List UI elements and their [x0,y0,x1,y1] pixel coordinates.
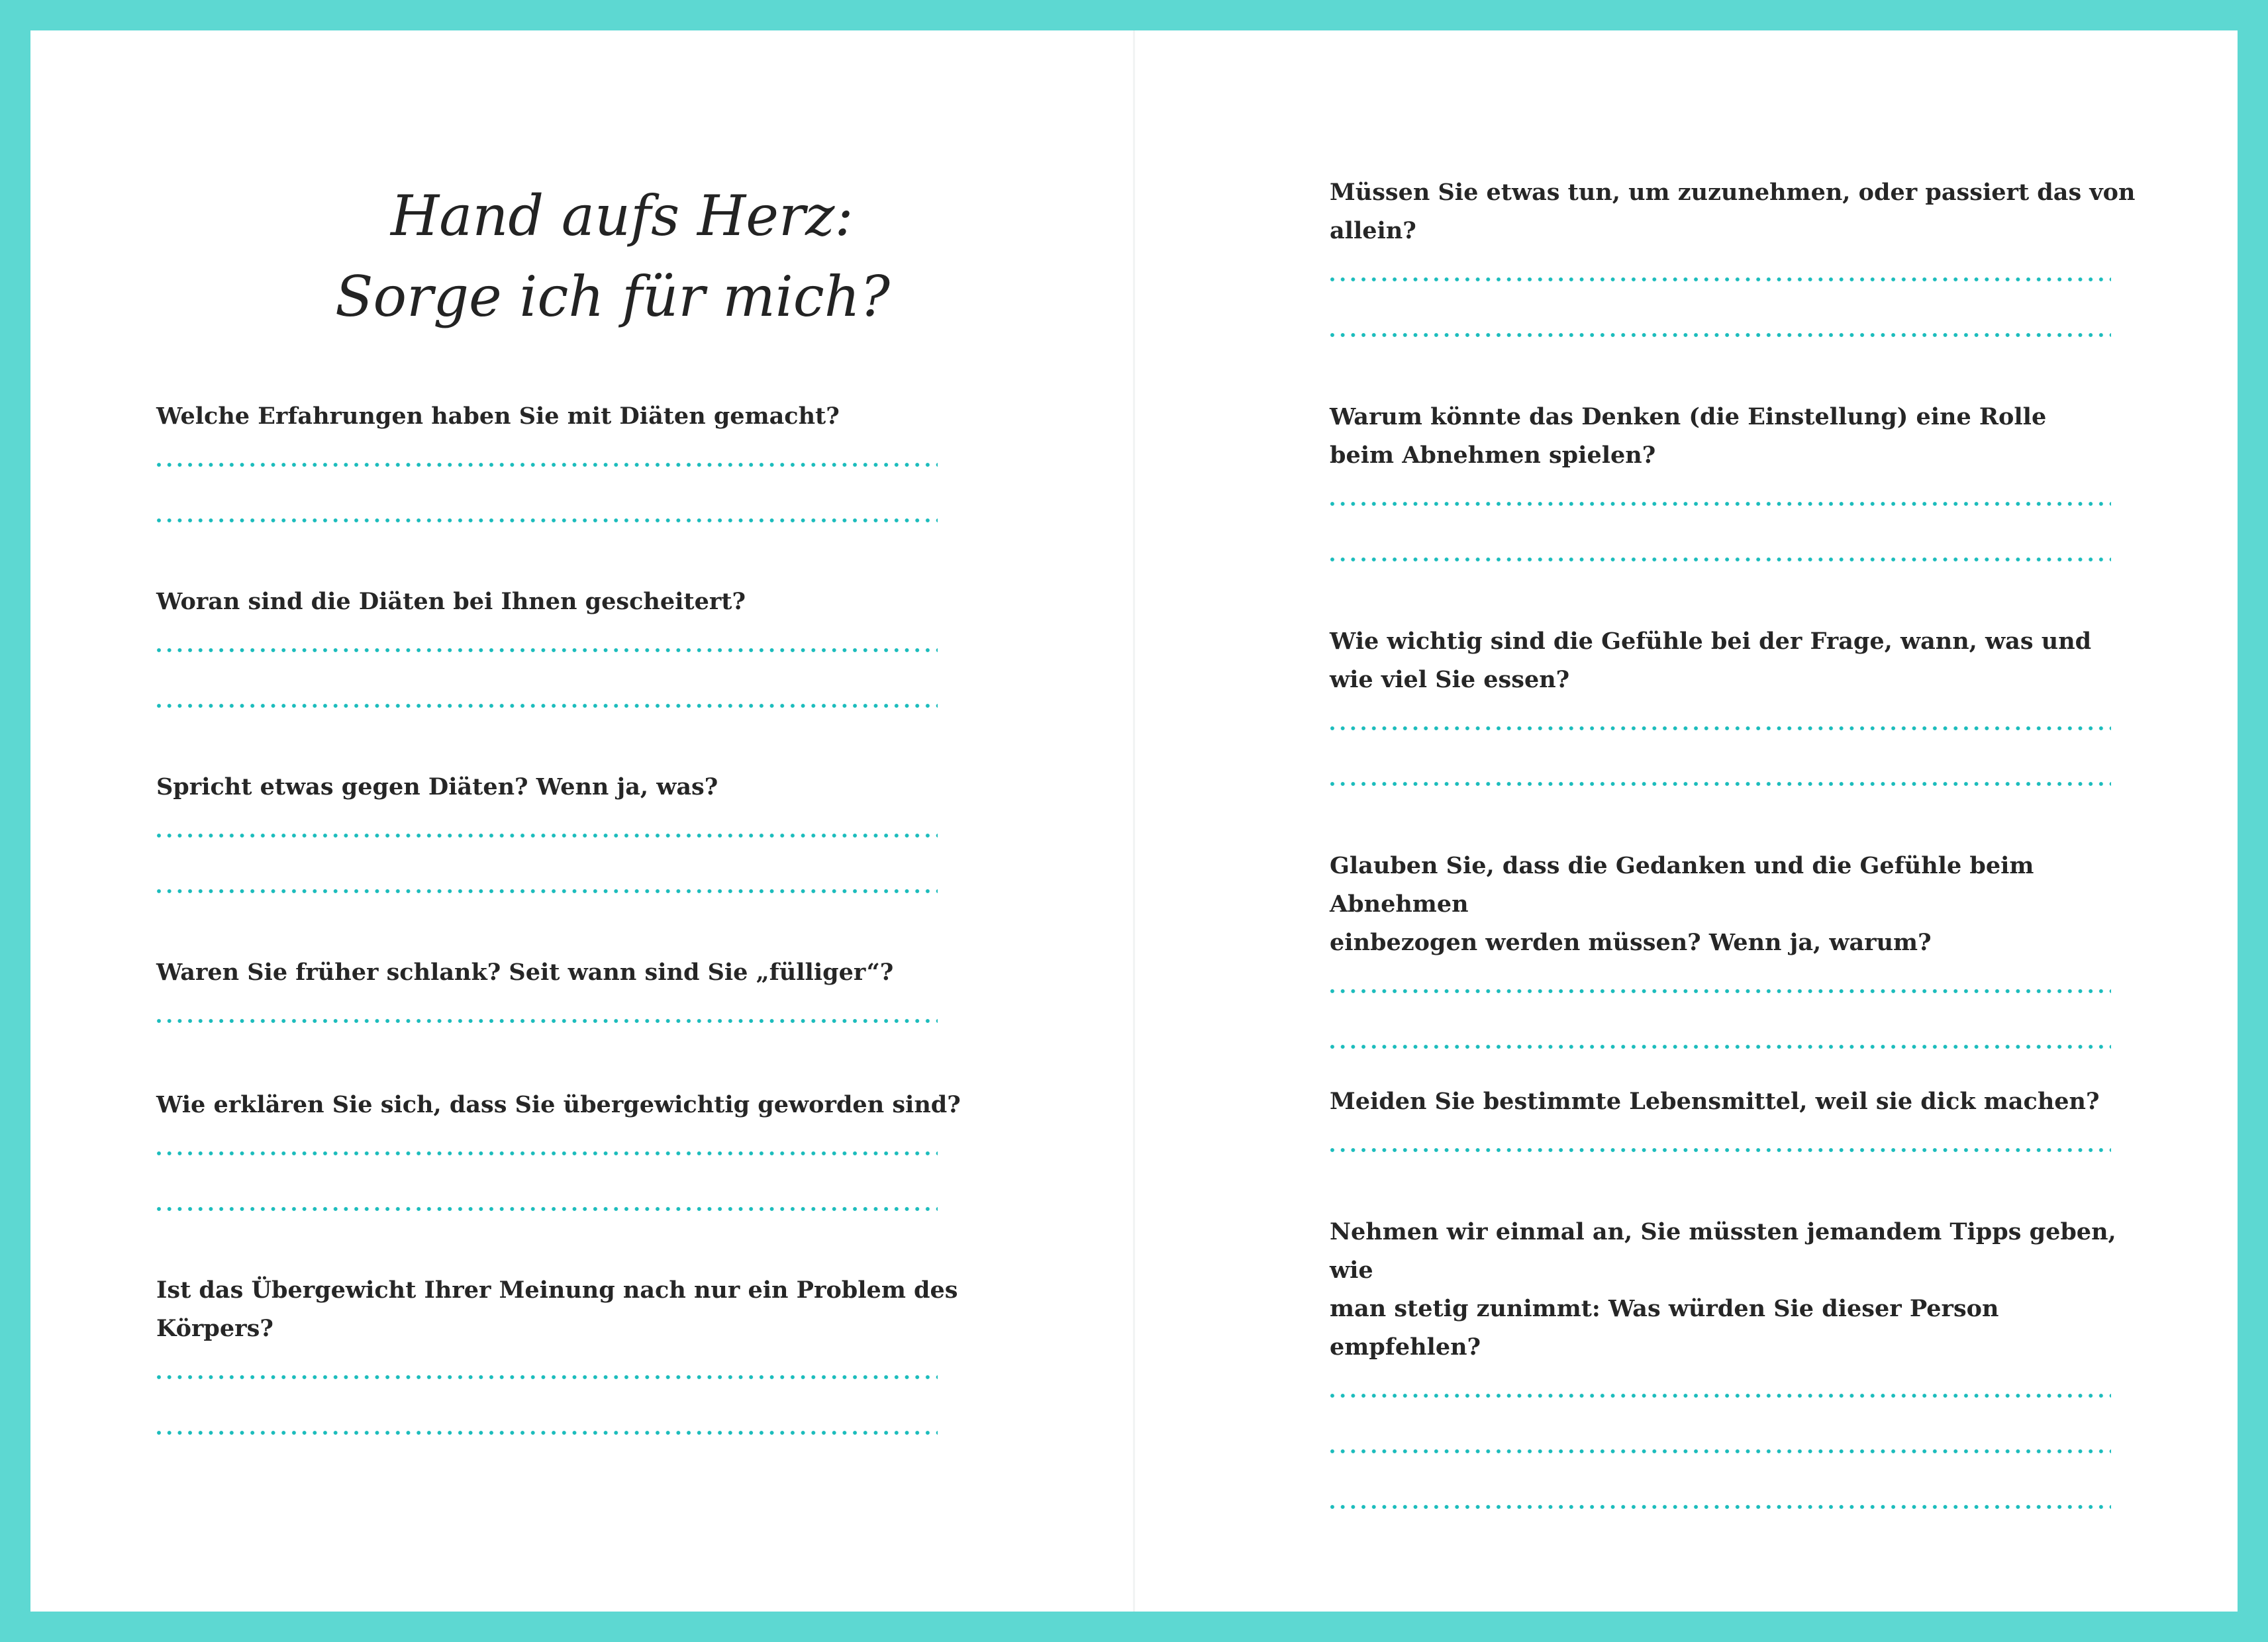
question-text: Wie erklären Sie sich, dass Sie übergewichtig geworden sind? [156,1091,961,1118]
answer-line[interactable] [1330,332,2111,338]
answer-line[interactable] [1330,501,2111,507]
question-text-line-1: Nehmen wir einmal an, Sie müssten jemandem Tipps geben, wie [1330,1218,2116,1284]
answer-lines [1330,989,2144,1049]
answer-lines [1330,277,2144,338]
answer-lines [156,1375,971,1435]
title-line-2: Sorge ich für mich? [335,264,890,329]
question-text: Meiden Sie bestimmte Lebensmittel, weil sie dick machen? [1330,1088,2100,1115]
question-text [1330,398,2144,475]
answer-line[interactable] [156,518,938,523]
answer-line[interactable] [1330,277,2111,282]
question-text: Spricht etwas gegen Diäten? Wenn ja, was? [156,773,718,800]
question-text-line-1: Wie wichtig sind die Gefühle bei der Frage, wann, was und [1330,628,2092,655]
answer-lines [156,462,971,523]
answer-line[interactable] [1330,1504,2111,1510]
answer-line[interactable] [1330,781,2111,787]
title-line-1: Hand aufs Herz: [391,183,854,248]
answer-line[interactable] [1330,1393,2111,1398]
answer-line[interactable] [156,833,938,838]
question-text-line-2: allein? [1330,217,1416,244]
question-text [1330,173,2144,250]
question-text [1330,847,2144,962]
question-text: Waren Sie früher schlank? Seit wann sind Sie „fülliger“? [156,959,894,986]
question-diet-failure [156,583,971,708]
question-text-line-2: Körpers? [156,1315,273,1342]
book-spread [30,30,2238,1612]
question-text-line-2: einbezogen werden müssen? Wenn ja, warum? [1330,929,1932,956]
answer-lines [1330,1393,2144,1510]
question-text-line-1: Glauben Sie, dass die Gedanken und die Gefühle beim Abnehmen [1330,852,2034,918]
answer-line[interactable] [1330,1449,2111,1454]
question-text-line-1: Ist das Übergewicht Ihrer Meinung nach nur ein Problem des [156,1277,958,1304]
question-text: Welche Erfahrungen haben Sie mit Diäten gemacht? [156,403,840,430]
answer-lines [1330,1147,2144,1153]
answer-line[interactable] [1330,1044,2111,1049]
question-thoughts-feelings [1330,847,2144,1049]
question-text-line-1: Warum könnte das Denken (die Einstellung) eine Rolle [1330,403,2047,430]
answer-line[interactable] [1330,989,2111,994]
question-avoid-foods [1330,1083,2144,1153]
answer-line[interactable] [156,1375,938,1380]
answer-line[interactable] [156,1151,938,1156]
answer-line[interactable] [1330,1147,2111,1153]
question-body-problem [156,1271,971,1435]
answer-line[interactable] [1330,557,2111,562]
question-text-line-2: beim Abnehmen spielen? [1330,442,1656,469]
answer-line[interactable] [156,1206,938,1212]
answer-line[interactable] [156,1430,938,1435]
left-page [156,30,971,1612]
answer-lines [1330,726,2144,787]
answer-lines [156,1018,971,1024]
question-tips-gain [1330,1213,2144,1510]
answer-line[interactable] [156,1018,938,1024]
answer-lines [156,648,971,708]
page-gutter [1133,30,1135,1612]
question-text: Woran sind die Diäten bei Ihnen gescheitert? [156,588,746,615]
answer-line[interactable] [156,889,938,894]
question-overweight-reason [156,1086,971,1212]
answer-line[interactable] [156,648,938,653]
question-text-line-2: wie viel Sie essen? [1330,666,1570,693]
right-page [1330,30,2144,1612]
answer-line[interactable] [156,462,938,467]
question-thinking-role [1330,398,2144,562]
question-text [1330,622,2144,699]
page-title [156,175,971,337]
question-feelings-eating [1330,622,2144,787]
question-text-line-1: Müssen Sie etwas tun, um zuzunehmen, oder passiert das von [1330,179,2136,206]
answer-lines [156,1151,971,1212]
answer-line[interactable] [156,703,938,708]
answer-lines [1330,501,2144,562]
question-text-line-2: man stetig zunimmt: Was würden Sie dieser Person empfehlen? [1330,1295,1999,1361]
question-against-diets [156,768,971,894]
question-text [1330,1213,2144,1367]
question-text [156,1271,971,1348]
question-formerly-slim [156,953,971,1024]
question-diet-experience [156,397,971,523]
answer-line[interactable] [1330,726,2111,731]
answer-lines [156,833,971,894]
question-gain-weight [1330,173,2144,338]
